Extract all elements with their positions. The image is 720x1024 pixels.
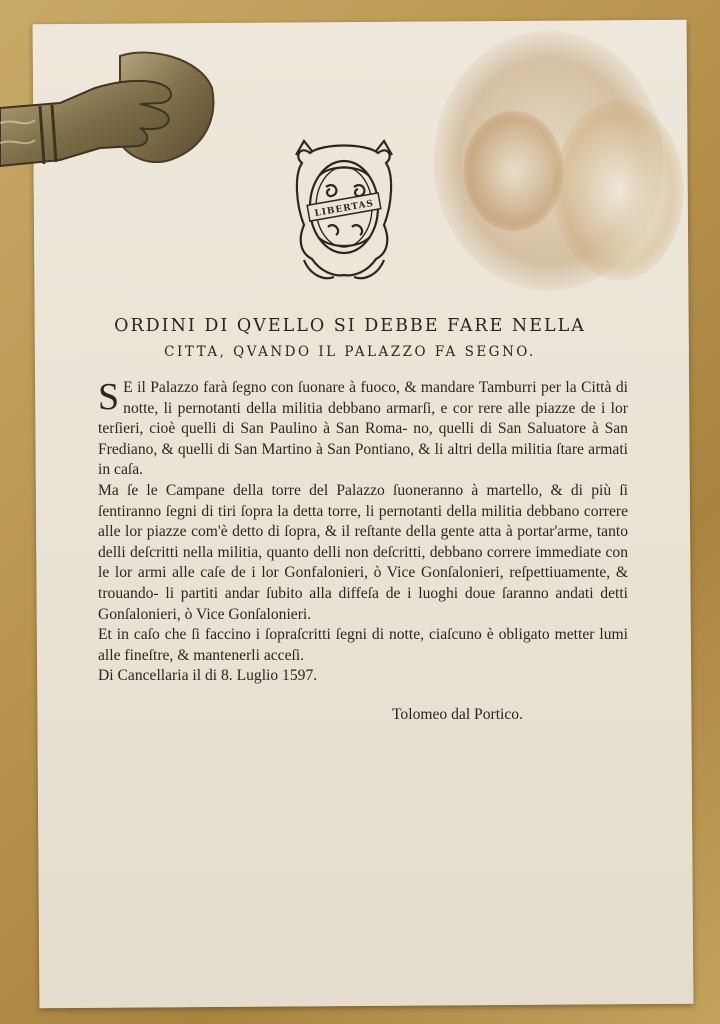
signature: Tolomeo dal Portico.: [392, 706, 524, 723]
water-stain-inner: [463, 111, 564, 232]
water-stain-light: [553, 100, 684, 281]
ordinance-body: [98, 378, 628, 687]
emblem-motto: LIBERTAS: [313, 198, 375, 220]
drop-cap: S: [98, 376, 120, 418]
heading-title: ORDINI DI QVELLO SI DEBBE FARE NELLA: [114, 316, 586, 336]
paragraph-1-end: no, quelli di San Saluatore à San Frediano, & quelli di San Martino à San Pontiano, & li altri della militia ſtare armati in caſa.: [98, 420, 628, 479]
heading-subtitle: CITTA, QVANDO IL PALAZZO FA SEGNO.: [164, 344, 536, 360]
paragraph-1-start: E il Palazzo farà ſegno con ſuonare à fuoco, & mandare Tamburri per la Città di notte, li pernotanti della militia debbano armarſi, e cor rere alle piazze de i lor terſieri, cioè quelli di San Paulino à San Roma-: [98, 379, 628, 438]
dateline: Di Cancellaria il di 8. Luglio 1597.: [98, 667, 318, 685]
libertas-emblem: [290, 135, 398, 285]
paragraph-3: Et in caſo che ſi faccino i ſopraſcritti ſegni di notte, ciaſcuno è obligato metter lumi alle fineſtre, & mantenerli acceſi.: [98, 626, 628, 664]
paragraph-1: [98, 378, 628, 481]
hand-clip-image: [0, 48, 215, 173]
paragraph-2: Ma ſe le Campane della torre del Palazzo ſuoneranno à martello, & di più ſi ſentiranno ſegni di tiri ſopra la detta torre, li pernotanti della militia debbano correre alle lor piazze com'è detto di ſopra, & il reſtante della gente atta à portar'arme, tanto delli deſcritti nella militia, quanto delli non deſcritti, debbano correre immediate con le lor armi alle caſe de i lor Gonfalonieri, ò Vice Gonſalonieri, reſpettiuamente, & trouando- li partiti andar ſubito alla diffeſa de i luoghi doue ſaranno andati detti Gonſalonieri, ò Vice Gonſalonieri.: [98, 481, 628, 623]
